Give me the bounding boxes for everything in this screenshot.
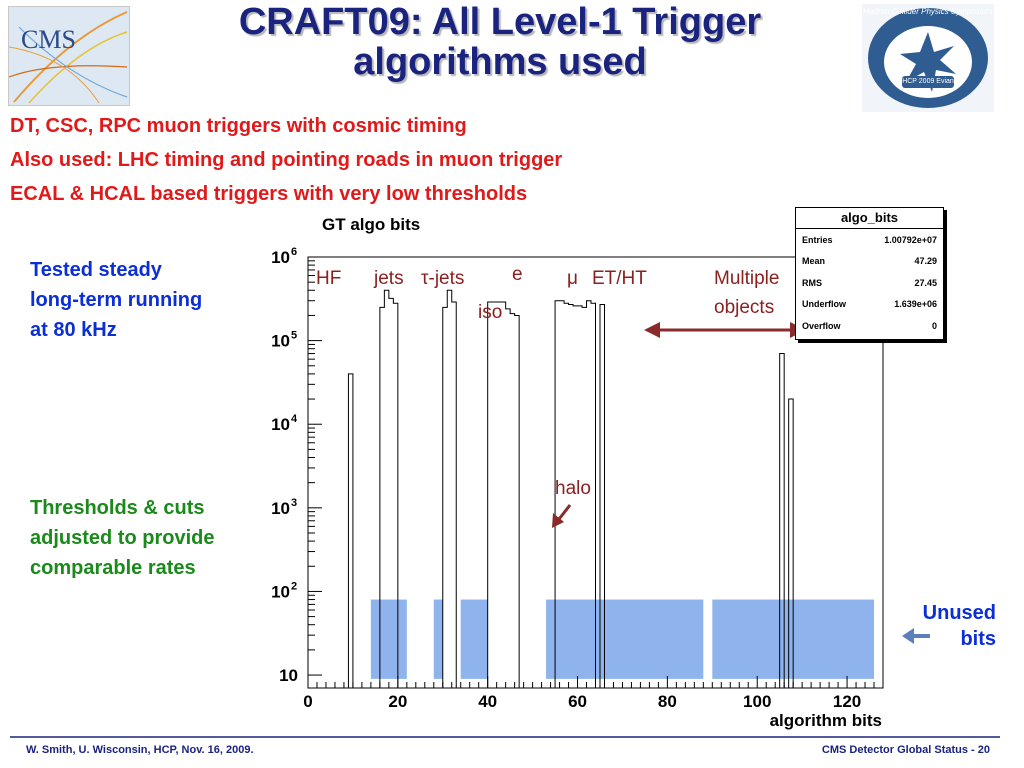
side-note-thresholds-line: Thresholds & cuts <box>30 497 205 519</box>
footer-left: W. Smith, U. Wisconsin, HCP, Nov. 16, 2009. <box>26 744 254 756</box>
cms-logo-text: CMS <box>21 25 76 54</box>
y-tick-label: 10 <box>271 582 290 602</box>
stats-label: Overflow <box>802 320 841 331</box>
x-tick-label: 60 <box>568 692 587 711</box>
histogram-bar <box>506 309 510 688</box>
y-tick-label: 10 <box>271 248 290 267</box>
histogram-bar <box>515 315 519 688</box>
y-tick-label: 10 <box>271 498 290 518</box>
slide-title-line-2: algorithms used <box>353 41 647 83</box>
histogram-bar <box>452 302 456 688</box>
annotation-tau-jets: τ-jets <box>421 268 465 289</box>
annotation-e: e <box>512 264 523 285</box>
side-note-thresholds-line: comparable rates <box>30 557 196 579</box>
slide-title-line-1: CRAFT09: All Level-1 Trigger <box>238 1 762 43</box>
stats-row <box>796 294 943 316</box>
x-axis-label: algorithm bits <box>769 711 882 730</box>
unused-bits-arrow <box>902 628 930 644</box>
histogram-bar <box>447 290 451 688</box>
annotation-halo: halo <box>555 478 591 499</box>
unused-band <box>461 600 488 679</box>
y-axis <box>271 246 322 685</box>
side-note-running-line: long-term running <box>30 289 203 311</box>
stats-box <box>795 207 944 340</box>
y-tick-exponent: 4 <box>291 413 298 426</box>
histogram-bar <box>510 314 514 688</box>
stats-value: 0 <box>931 320 937 331</box>
side-note-thresholds-line: adjusted to provide <box>30 527 215 549</box>
stats-label: Mean <box>802 256 826 267</box>
histogram-bar <box>443 307 447 688</box>
side-note-running-line: Tested steady <box>30 259 162 281</box>
y-tick-label: 10 <box>279 666 298 686</box>
x-tick-label: 0 <box>303 692 313 711</box>
y-tick-exponent: 2 <box>291 580 298 593</box>
annotation-multiple: Multiple <box>714 268 780 289</box>
unused-bands <box>371 600 874 679</box>
annotation-objects: objects <box>714 297 775 318</box>
bullet-3: ECAL & HCAL based triggers with very low thresholds <box>10 183 528 205</box>
histogram-bar <box>488 302 492 688</box>
stats-label: Entries <box>802 234 833 245</box>
stats-row <box>796 251 943 273</box>
annotation-iso: iso <box>478 302 503 323</box>
bullet-2: Also used: LHC timing and pointing roads in muon trigger <box>10 149 563 171</box>
annotation-jets: jets <box>374 268 404 289</box>
stats-box-title: algo_bits <box>796 208 943 229</box>
y-tick-exponent: 6 <box>291 246 298 258</box>
stats-row <box>796 272 943 294</box>
histogram-bar <box>492 302 496 688</box>
x-tick-label: 20 <box>388 692 408 711</box>
annotation-et-ht: ET/HT <box>592 268 647 289</box>
unused-bits-label-line: bits <box>960 628 996 650</box>
stats-value: 1.00792e+07 <box>884 234 937 245</box>
hcp-logo-badge-text: HCP 2009 Evian <box>902 78 954 85</box>
unused-band <box>371 600 407 679</box>
histogram-bar <box>348 374 352 688</box>
unused-band <box>546 600 595 679</box>
stats-label: Underflow <box>802 299 846 310</box>
stats-row <box>796 229 943 251</box>
stats-value: 47.29 <box>914 256 937 267</box>
histogram-bar <box>497 302 501 688</box>
x-tick-label: 40 <box>478 692 498 711</box>
stats-value: 27.45 <box>914 277 937 288</box>
y-tick-exponent: 5 <box>291 329 298 342</box>
stats-label: RMS <box>802 277 822 288</box>
multiple-objects-arrow <box>644 322 806 338</box>
y-tick-label: 10 <box>271 415 290 435</box>
chart-title: GT algo bits <box>322 215 421 234</box>
unused-band <box>434 600 443 679</box>
annotation-mu: μ <box>567 268 578 289</box>
x-tick-label: 100 <box>743 692 772 711</box>
footer-right: CMS Detector Global Status - 20 <box>821 744 990 756</box>
y-tick-label: 10 <box>271 331 290 351</box>
side-note-running-line: at 80 kHz <box>30 319 117 341</box>
unused-bits-label-line: Unused <box>922 602 996 624</box>
unused-band <box>596 600 704 679</box>
stats-row <box>796 315 943 337</box>
histogram-bar <box>501 302 505 688</box>
y-tick-exponent: 3 <box>291 496 298 509</box>
x-axis <box>303 676 883 711</box>
x-tick-label: 120 <box>832 692 862 711</box>
annotation-hf: HF <box>316 268 342 289</box>
bullet-1: DT, CSC, RPC muon triggers with cosmic timing <box>10 115 467 137</box>
stats-value: 1.639e+06 <box>894 299 937 310</box>
hcp-logo-ring-text: Hadron Collider Physics Symposium <box>863 7 993 16</box>
x-tick-label: 80 <box>657 692 677 711</box>
